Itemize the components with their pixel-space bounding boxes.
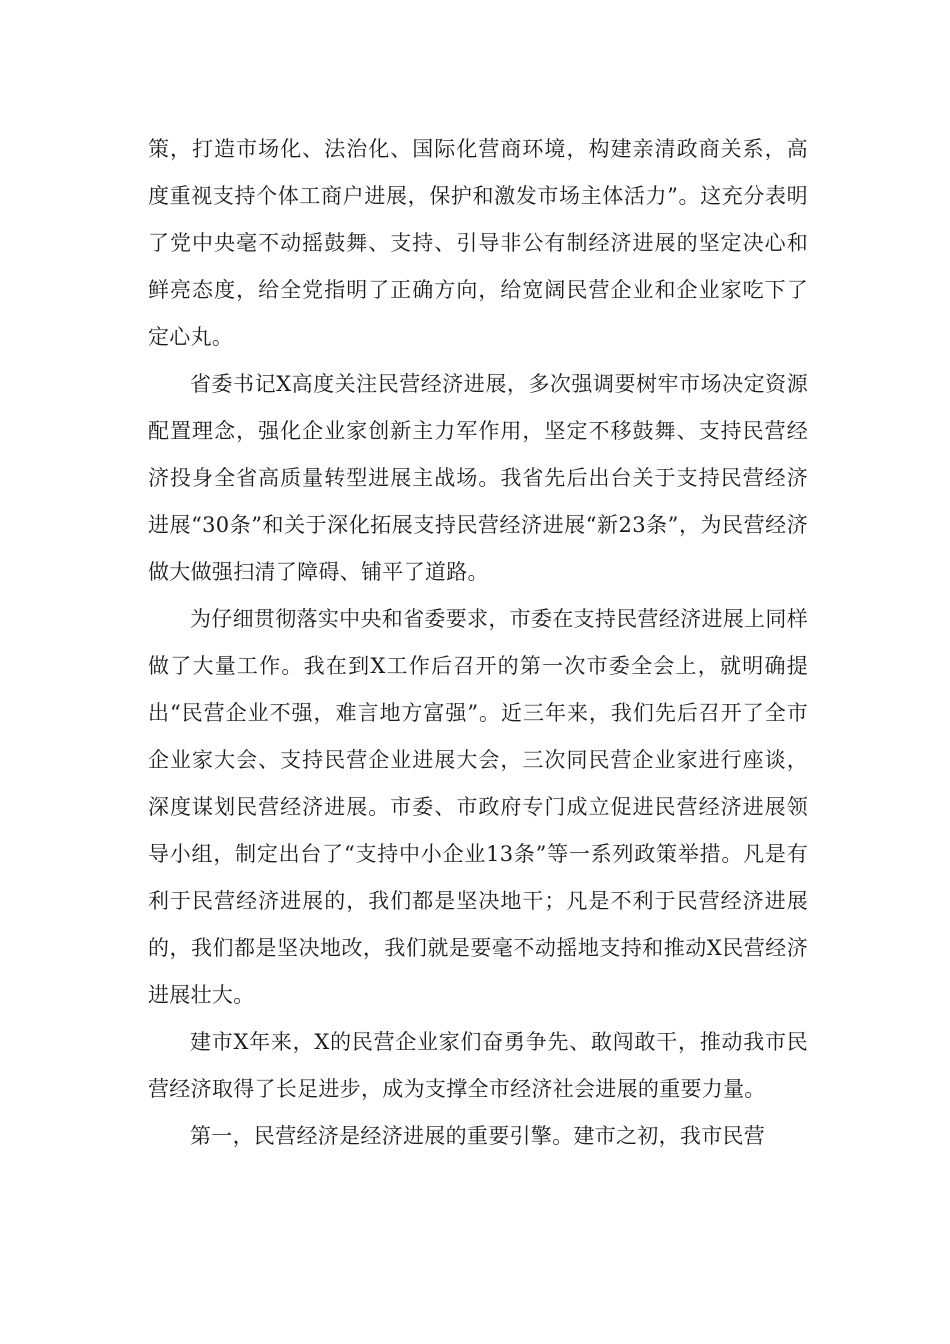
paragraph-first-point: 第一，民营经济是经济进展的重要引擎。建市之初，我市民营: [190, 1124, 766, 1148]
paragraph-continuation: 策，打造市场化、法治化、国际化营商环境，构建亲清政商关系，高度重视支持个体工商户进展，保护和激发市场主体活力”。这充分表明了党中央毫不动摇鼓舞、支持、引导非公有制经济进展的坚定决心和鲜亮态度，给全党指明了正确方向，给宽阔民营企业和企业家吃下了定心丸。: [148, 137, 808, 349]
document-body: [148, 126, 808, 1160]
paragraph-entrepreneurs: 建市X年来，X的民营企业家们奋勇争先、敢闯敢干，推动我市民营经济取得了长足进步，成为支撑全市经济社会进展的重要力量。: [148, 1030, 808, 1101]
paragraph-provincial-committee: 省委书记X高度关注民营经济进展，多次强调要树牢市场决定资源配置理念，强化企业家创新主力军作用，坚定不移鼓舞、支持民营经济投身全省高质量转型进展主战场。我省先后出台关于支持民营经济进展“30条”和关于深化拓展支持民营经济进展“新23条”，为民营经济做大做强扫清了障碍、铺平了道路。: [148, 372, 808, 584]
paragraph-municipal-committee: 为仔细贯彻落实中央和省委要求，市委在支持民营经济进展上同样做了大量工作。我在到X工作后召开的第一次市委全会上，就明确提出“民营企业不强，难言地方富强”。近三年来，我们先后召开了全市企业家大会、支持民营企业进展大会，三次同民营企业家进行座谈，深度谋划民营经济进展。市委、市政府专门成立促进民营经济进展领导小组，制定出台了“支持中小企业13条”等一系列政策举措。凡是有利于民营经济进展的，我们都是坚决地干；凡是不利于民营经济进展的，我们都是坚决地改，我们就是要毫不动摇地支持和推动X民营经济进展壮大。: [148, 607, 808, 1007]
